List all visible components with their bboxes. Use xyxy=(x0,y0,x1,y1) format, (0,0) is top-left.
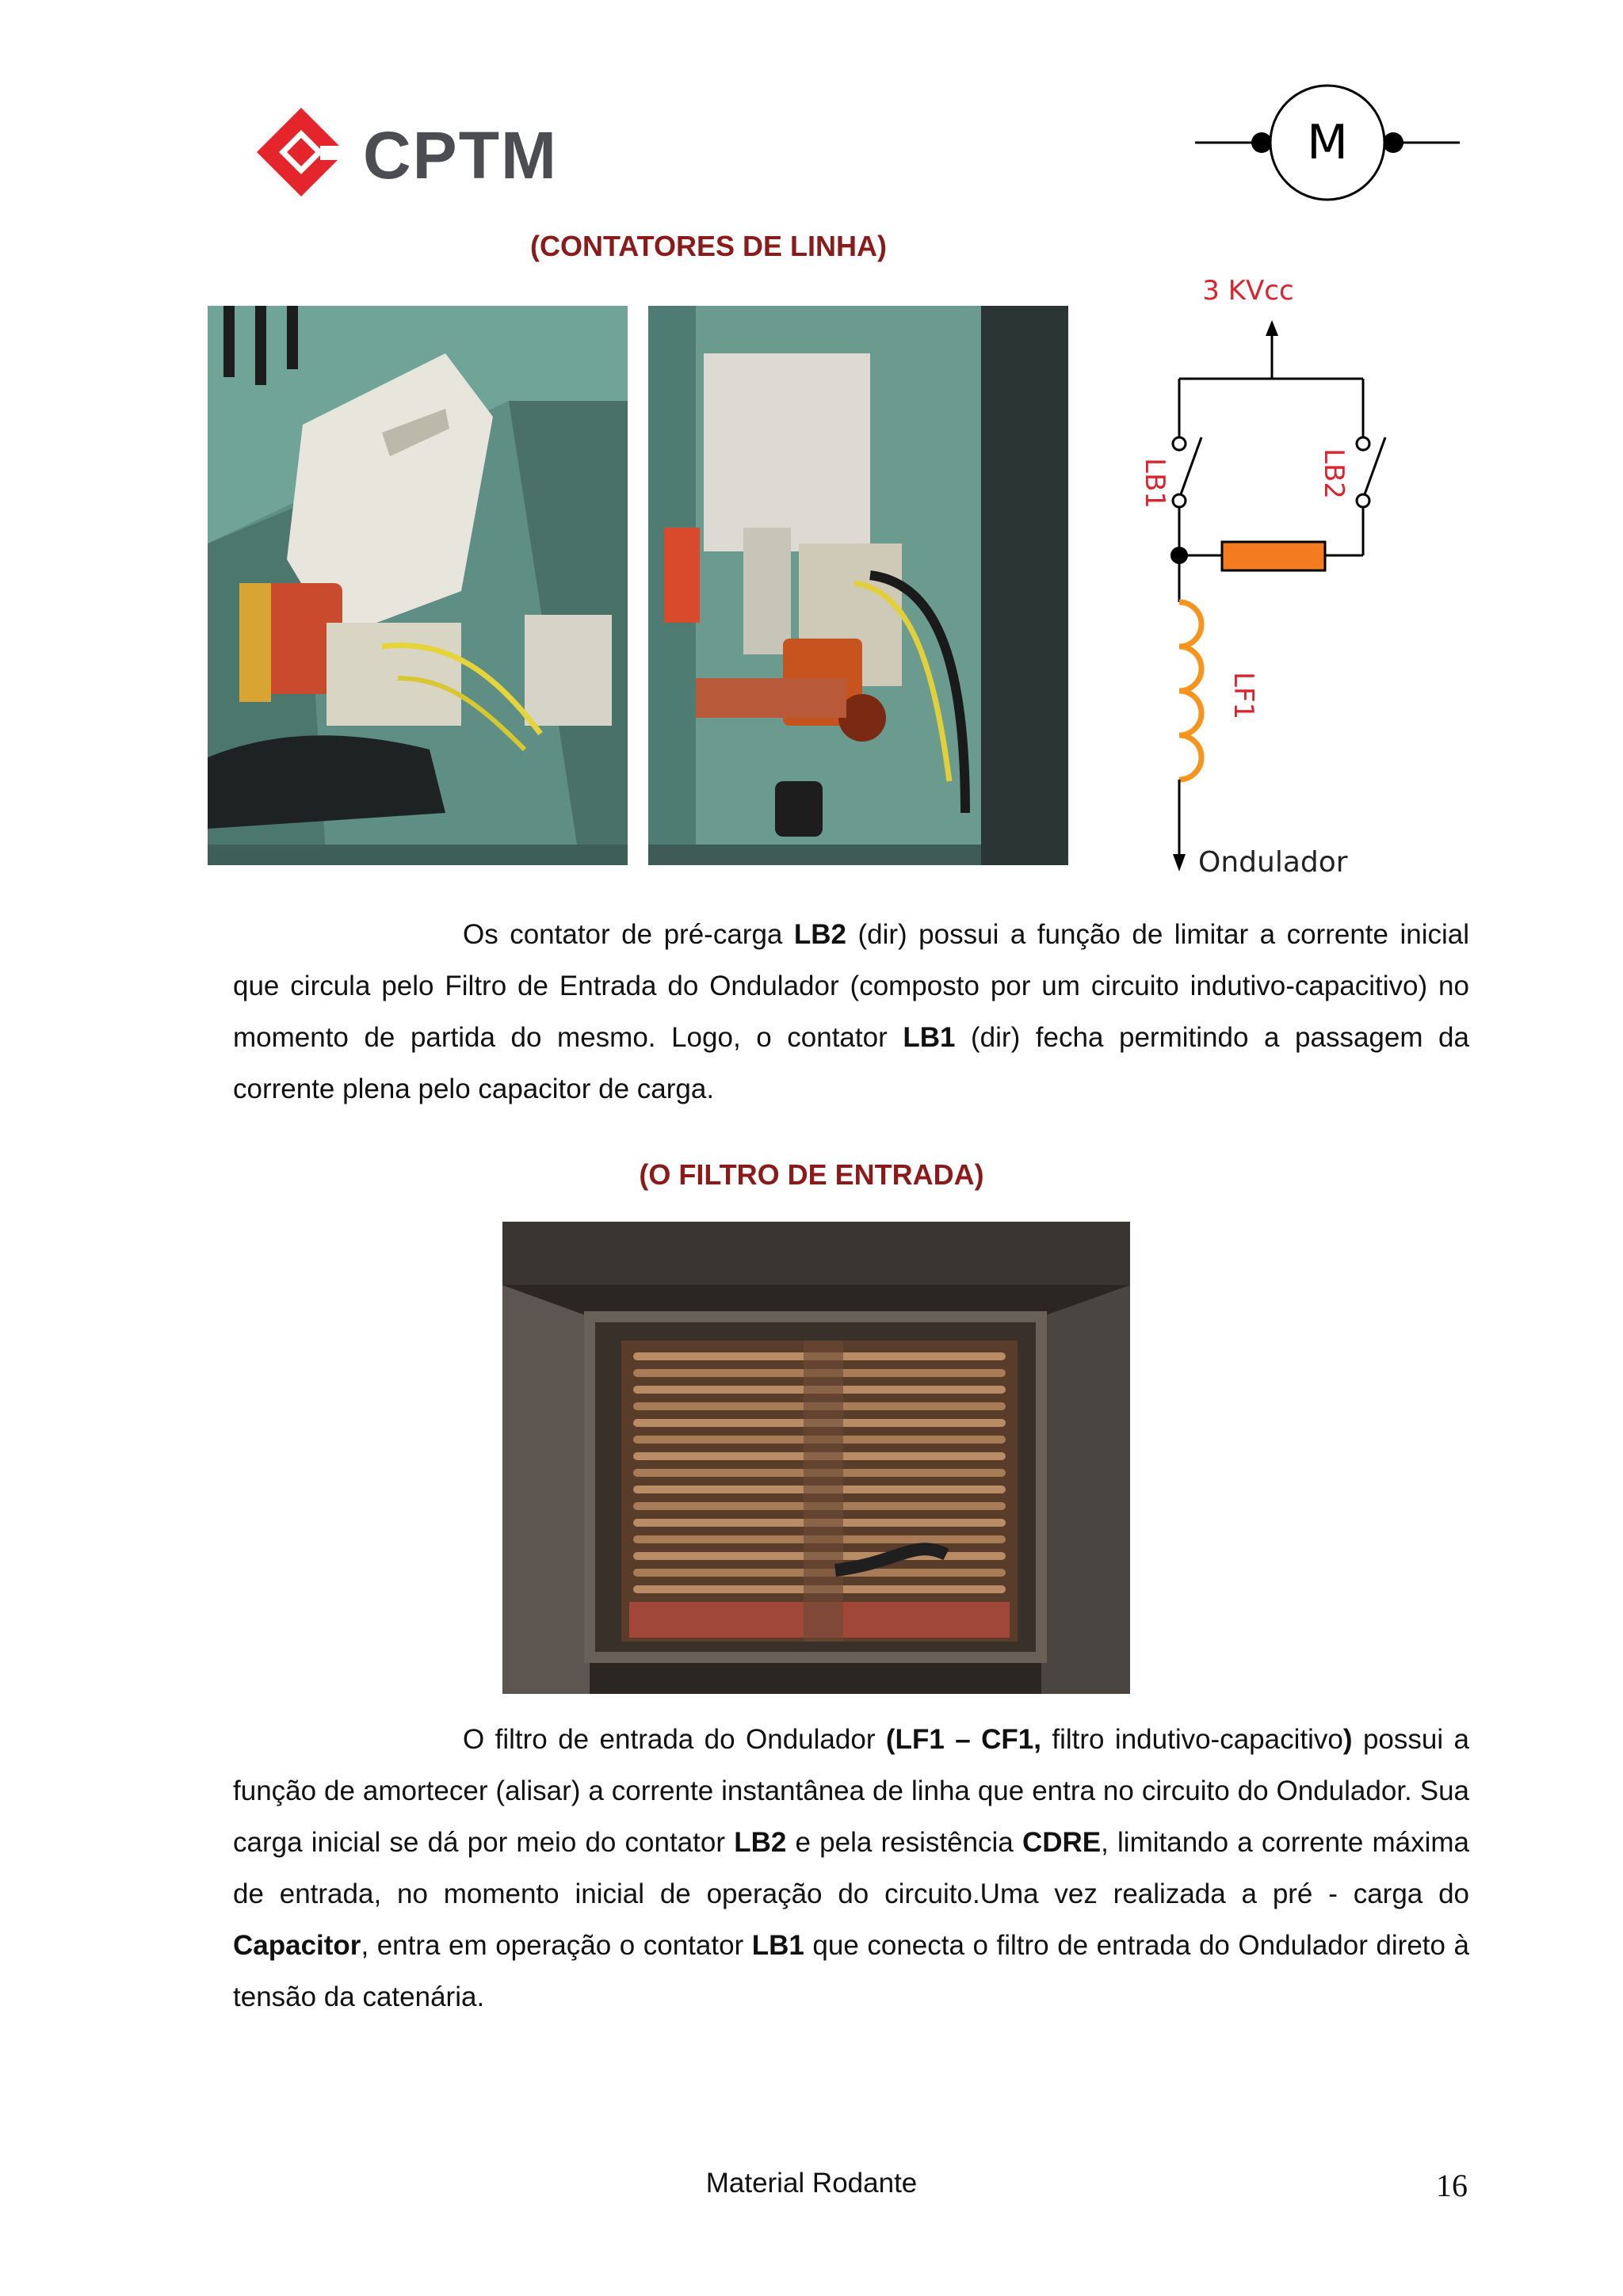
para2-text-6: , entra em operação o contator xyxy=(361,1930,752,1961)
para2-text-3: possui a função de amortecer (alisar) a corrente instantânea de linha que entra no circuito do Ondulador. Sua carga inicial se dá por meio do contator xyxy=(233,1724,1469,1858)
lb2-contact-top xyxy=(1357,437,1369,450)
para2-text-7: que conecta o filtro de entrada do Ondulador direto à tensão da catenária. xyxy=(233,1930,1469,2012)
footer-title: Material Rodante xyxy=(705,2168,918,2199)
motor-symbol xyxy=(1189,79,1466,206)
page-number: 16 xyxy=(1436,2168,1468,2203)
para2-text-2: filtro indutivo-capacitivo xyxy=(1041,1724,1343,1755)
para1-text-1: Os contator de pré-carga xyxy=(463,919,794,950)
output-arrow-icon xyxy=(1173,854,1186,871)
para2-bold-lf1-cf1: (LF1 – CF1, xyxy=(885,1724,1041,1755)
contactor-photo-right xyxy=(648,306,1068,865)
paragraph-input-filter xyxy=(233,1714,1469,2023)
input-filter-photo xyxy=(502,1222,1130,1694)
motor-letter: M xyxy=(1307,115,1348,170)
para2-text-1: O filtro de entrada do Ondulador xyxy=(463,1724,886,1755)
lb1-contact-bottom xyxy=(1173,494,1186,507)
lf1-label: LF1 xyxy=(1228,672,1259,720)
lb2-contact-bottom xyxy=(1357,494,1369,507)
lb1-contact-top xyxy=(1173,437,1186,450)
logo-text: CPTM xyxy=(363,118,558,193)
paragraph-contactors xyxy=(233,909,1469,1115)
lb1-label: LB1 xyxy=(1139,458,1170,509)
section-title-contactors: (CONTATORES DE LINHA) xyxy=(530,230,887,262)
precharge-resistor xyxy=(1222,542,1325,570)
para1-text-3: (dir) fecha permitindo a passagem da corrente plena pelo capacitor de carga. xyxy=(233,1022,1469,1104)
contactor-photo-left xyxy=(208,306,628,865)
para2-bold-lb1: LB1 xyxy=(751,1930,804,1961)
para2-bold-lb2: LB2 xyxy=(734,1827,787,1858)
lf1-inductor xyxy=(1179,602,1201,780)
para1-bold-lb1: LB1 xyxy=(903,1022,956,1053)
section-title-input-filter: (O FILTRO DE ENTRADA) xyxy=(639,1158,984,1191)
cptm-logo-icon xyxy=(252,106,355,200)
para2-text-5: , limitando a corrente máxima de entrada, no momento inicial de operação do circuito.Uma vez realizada a pré - carga do xyxy=(233,1827,1469,1909)
para1-bold-lb2: LB2 xyxy=(793,919,846,950)
supply-voltage-label: 3 KVcc xyxy=(1202,275,1294,307)
para1-text-2: (dir) possui a função de limitar a corrente inicial que circula pelo Filtro de Entrada do Ondulador (composto por um circuito indutivo-capacitivo) no momento de partida do mesmo. Logo, o contator xyxy=(233,919,1469,1053)
contactor-circuit-diagram xyxy=(1102,254,1474,887)
lb2-label: LB2 xyxy=(1318,448,1350,499)
para2-bold-paren: ) xyxy=(1342,1724,1353,1755)
output-label: Ondulador xyxy=(1198,846,1348,879)
para2-text-4: e pela resistência xyxy=(786,1827,1022,1858)
cptm-logo xyxy=(252,106,558,200)
para2-bold-cdre: CDRE xyxy=(1022,1827,1102,1858)
para2-bold-capacitor: Capacitor xyxy=(233,1930,361,1961)
supply-arrow-icon xyxy=(1266,320,1278,336)
